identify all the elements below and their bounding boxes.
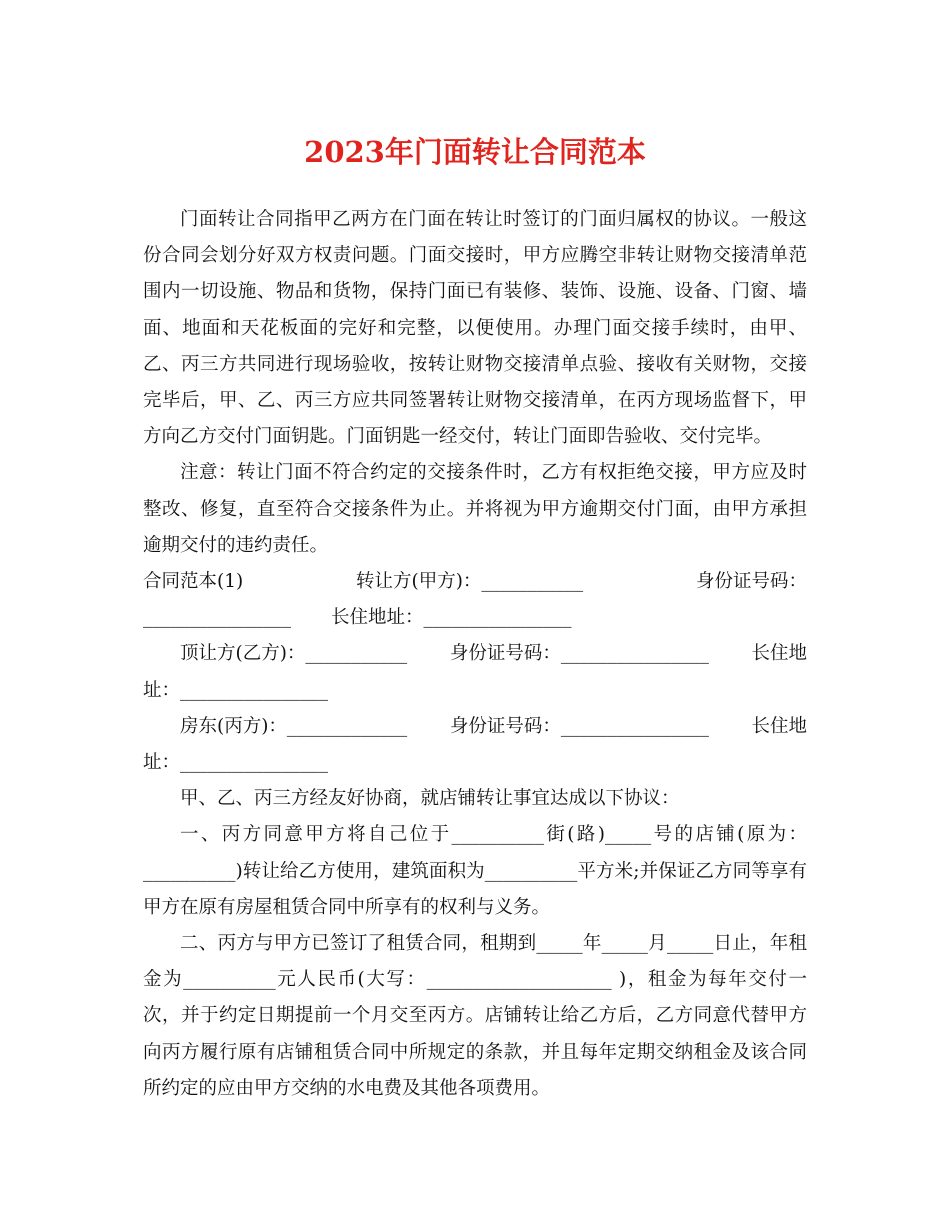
party-a-line-2: [143, 600, 807, 636]
agreement-paragraph: 甲、乙、丙三方经友好协商，就店铺转让事宜达成以下协议：: [180, 788, 680, 810]
party-b-role: 顶让方(乙方)：___________: [180, 643, 408, 665]
party-c-id: 身份证号码：________________: [449, 715, 709, 737]
party-a-role: 转让方(甲方)：___________: [356, 571, 584, 593]
document-title: 2023年门面转让合同范本: [304, 135, 646, 169]
party-c-address-start: 长住地: [751, 715, 807, 737]
party-b-line-2: 址：________________: [143, 679, 329, 701]
party-c-line-1: [143, 709, 807, 745]
document-body: [143, 202, 807, 1107]
party-b-line-1: [143, 636, 807, 672]
note-paragraph: 注意：转让门面不符合约定的交接条件时，乙方有权拒绝交接，甲方应及时整改、修复，直至符合交接条件为止。并将视为甲方逾期交付门面，由甲方承担逾期交付的违约责任。: [143, 462, 807, 556]
intro-paragraph: 门面转让合同指甲乙两方在门面在转让时签订的门面归属权的协议。一般这份合同会划分好双方权责问题。门面交接时，甲方应腾空非转让财物交接清单范围内一切设施、物品和货物，保持门面已有装修、装饰、设施、设备、门窗、墙面、地面和天花板面的完好和完整，以便使用。办理门面交接手续时，由甲、乙、丙三方共同进行现场验收，按转让财物交接清单点验、接收有关财物，交接完毕后，甲、乙、丙三方应共同签署转让财物交接清单，在丙方现场监督下，甲方向乙方交付门面钥匙。门面钥匙一经交付，转让门面即告验收、交付完毕。: [143, 209, 807, 448]
clause-2-paragraph: 二、丙方与甲方已签订了租赁合同，租期到_____年_____月_____日止，年租金为__________元人民币(大写：____________________ )，租金为每年交付一次，并于约定日期提前一个月交至丙方。店铺转让给乙方后，乙方同意代替甲方向丙方履行原有店铺租赁合同中所规定的条款，并且每年定期交纳租金及该合同所约定的应由甲方交纳的水电费及其他各项费用。: [143, 933, 807, 1099]
party-a-address: 长住地址：________________: [331, 607, 572, 629]
party-c-line-2: 址：________________: [143, 752, 329, 774]
party-a-id-blank: ________________: [143, 607, 291, 629]
party-a-line-1: [143, 564, 807, 600]
party-a-id-label: 身份证号码：: [695, 571, 807, 593]
party-c-role: 房东(丙方)：_____________: [180, 715, 408, 737]
party-b-address-start: 长住地: [751, 643, 807, 665]
sample-label: 合同范本(1): [143, 571, 244, 593]
clause-1-paragraph: 一、丙方同意甲方将自己位于__________街(路)_____号的店铺(原为：__________)转让给乙方使用，建筑面积为__________平方米;并保证乙方同等享有甲方在原有房屋租赁合同中所享有的权利与义务。: [143, 824, 807, 918]
party-b-id: 身份证号码：________________: [449, 643, 709, 665]
